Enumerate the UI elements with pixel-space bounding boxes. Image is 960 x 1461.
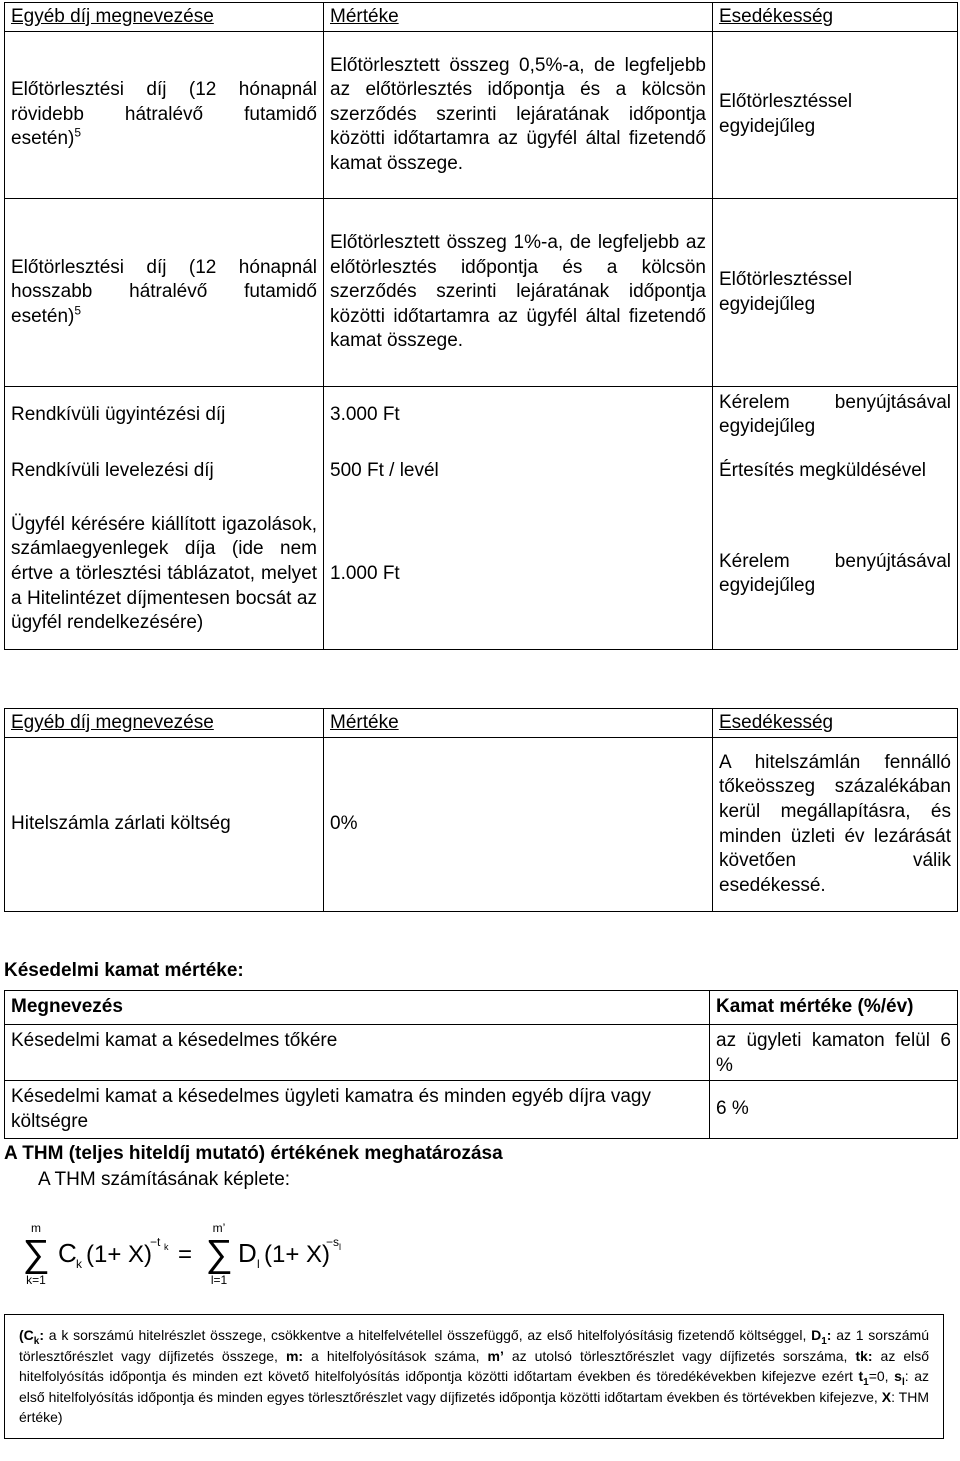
fee-table-2-header — [5, 709, 958, 738]
late-interest-header — [5, 991, 958, 1025]
table-row — [5, 199, 958, 387]
fee-amount-cell: Előtörlesztett összeg 0,5%-a, de legfeljebb az előtörlesztés időpontja és a kölcsön szerződés szerinti lejáratának időpontja közötti időtartamra az ügyfél által fizetendő kamat összege. — [324, 32, 713, 199]
header-due: Esedékesség — [713, 709, 958, 738]
fee-name-cell: Ügyfél kérésére kiállított igazolások, számlaegyenlegek díja (ide nem értve a törlesztési táblázatot, melyet a Hitelintézet díjmentesen bocsát az ügyfél rendelkezésére) — [5, 500, 324, 650]
formula-c-sub: k — [76, 1257, 82, 1271]
fee-amount-cell: 1.000 Ft — [324, 500, 713, 650]
late-name-cell: Késedelmi kamat a késedelmes ügyleti kamatra és minden egyéb díjra vagy költségre — [5, 1081, 710, 1139]
fee-due-cell: Előtörlesztéssel egyidejűleg — [713, 199, 958, 387]
footnote-marker: 5 — [74, 125, 82, 140]
late-interest-heading: Késedelmi kamat mértéke: — [4, 960, 244, 981]
formula-sum-lower-rhs: l=1 — [210, 1273, 228, 1287]
fee-due-cell: Kérelem benyújtásával egyidejűleg — [713, 500, 958, 650]
header-fee-name: Egyéb díj megnevezése — [5, 3, 324, 32]
fee-name-cell: Hitelszámla zárlati költség — [5, 738, 324, 912]
formula-lhs-base: (1+ X) — [86, 1241, 153, 1268]
formula-legend-box: ($C_k$: a k sorszámú hitelrészlet összege, csökkentve a hitelfelvétellel összefüggő, az első hitelfolyósításig fizetendő költséggel, $D_1$: az 1 sorszámú törlesztőrészlet vagy díjfizetés összege, m: a hitelfolyósítások száma, m’ az utolsó törlesztőrészlet vagy díjfizetés sorszáma, tk: az első hitelfolyósítás időpontja és minden ezt követő hitelfolyósítás időpontja közötti időtartam években és töredékévekben kifejezve ezért $t_1=0$, $s_l$: az első hitelfolyósítás időpontja és minden egyes törlesztőrészlet vagy díjfizetés időpontja közötti időtartam években és törtévekben kifejezve, X: THM értéke) — [4, 1314, 944, 1439]
thm-formula-label: A THM számításának képlete: — [38, 1169, 291, 1190]
formula-sum-upper-rhs: m’ — [212, 1221, 226, 1235]
fee-amount-cell: Előtörlesztett összeg 1%-a, de legfeljebb az előtörlesztés időpontja és a kölcsön szerződés szerinti lejáratának időpontja közötti időtartamra az ügyfél által fizetendő kamat összege. — [324, 199, 713, 387]
formula-d: D — [238, 1238, 257, 1268]
late-interest-table — [4, 990, 958, 1139]
sigma-lhs-icon: ∑ — [22, 1233, 50, 1275]
table-row — [5, 32, 958, 199]
fee-amount-cell: 3.000 Ft — [324, 387, 713, 444]
formula-d-sub: l — [257, 1257, 260, 1271]
formula-sum-lower-lhs: k=1 — [26, 1273, 46, 1287]
table-row — [5, 1025, 958, 1081]
fee-table-1-header — [5, 3, 958, 32]
fee-table-1 — [4, 2, 958, 650]
header-fee-name: Egyéb díj megnevezése — [5, 709, 324, 738]
formula-rhs-exp-sub: l — [339, 1242, 341, 1252]
formula-rhs-base: (1+ X) — [264, 1241, 331, 1268]
fee-due-cell: A hitelszámlán fennálló tőkeösszeg százalékában kerül megállapításra, és minden üzleti év lezárását követően válik esedékessé. — [713, 738, 958, 912]
late-rate-cell: az ügyleti kamaton felül 6 % — [710, 1025, 958, 1081]
fee-name-cell: Előtörlesztési díj (12 hónapnál rövidebb hátralévő futamidő esetén)$^5$ — [5, 32, 324, 199]
fee-amount-cell: 500 Ft / levél — [324, 444, 713, 500]
header-due: Esedékesség — [713, 3, 958, 32]
footnote-marker: 5 — [74, 303, 82, 318]
table-row — [5, 1081, 958, 1139]
fee-name-cell: Rendkívüli levelezési díj — [5, 444, 324, 500]
fee-name-cell: Előtörlesztési díj (12 hónapnál hosszabb hátralévő futamidő esetén)$^5$ — [5, 199, 324, 387]
late-rate-cell: 6 % — [710, 1081, 958, 1139]
formula-equals: = — [178, 1241, 193, 1268]
table-row — [5, 738, 958, 912]
fee-table-2 — [4, 708, 958, 912]
table-row — [5, 500, 958, 650]
header-name: Megnevezés — [5, 991, 710, 1025]
fee-due-cell: Kérelem benyújtásával egyidejűleg — [713, 387, 958, 444]
fee-due-cell: Előtörlesztéssel egyidejűleg — [713, 32, 958, 199]
table-row — [5, 387, 958, 444]
formula-rhs-exp: −s — [326, 1235, 340, 1249]
fee-name-cell: Rendkívüli ügyintézési díj — [5, 387, 324, 444]
formula-lhs-exp: −t — [150, 1235, 161, 1249]
fee-amount-cell: 0% — [324, 738, 713, 912]
thm-heading: A THM (teljes hiteldíj mutató) értékének meghatározása — [4, 1143, 503, 1164]
fee-due-cell: Értesítés megküldésével — [713, 444, 958, 500]
sigma-rhs-icon: ∑ — [205, 1233, 233, 1275]
formula-c: C — [58, 1238, 77, 1268]
header-amount: Mértéke — [324, 709, 713, 738]
header-rate: Kamat mértéke (%/év) — [710, 991, 958, 1025]
formula-sum-upper-lhs: m — [31, 1221, 41, 1235]
header-amount: Mértéke — [324, 3, 713, 32]
late-name-cell: Késedelmi kamat a késedelmes tőkére — [5, 1025, 710, 1081]
table-row — [5, 444, 958, 500]
formula-lhs-exp-sub: k — [164, 1242, 169, 1252]
thm-formula — [14, 1218, 344, 1290]
